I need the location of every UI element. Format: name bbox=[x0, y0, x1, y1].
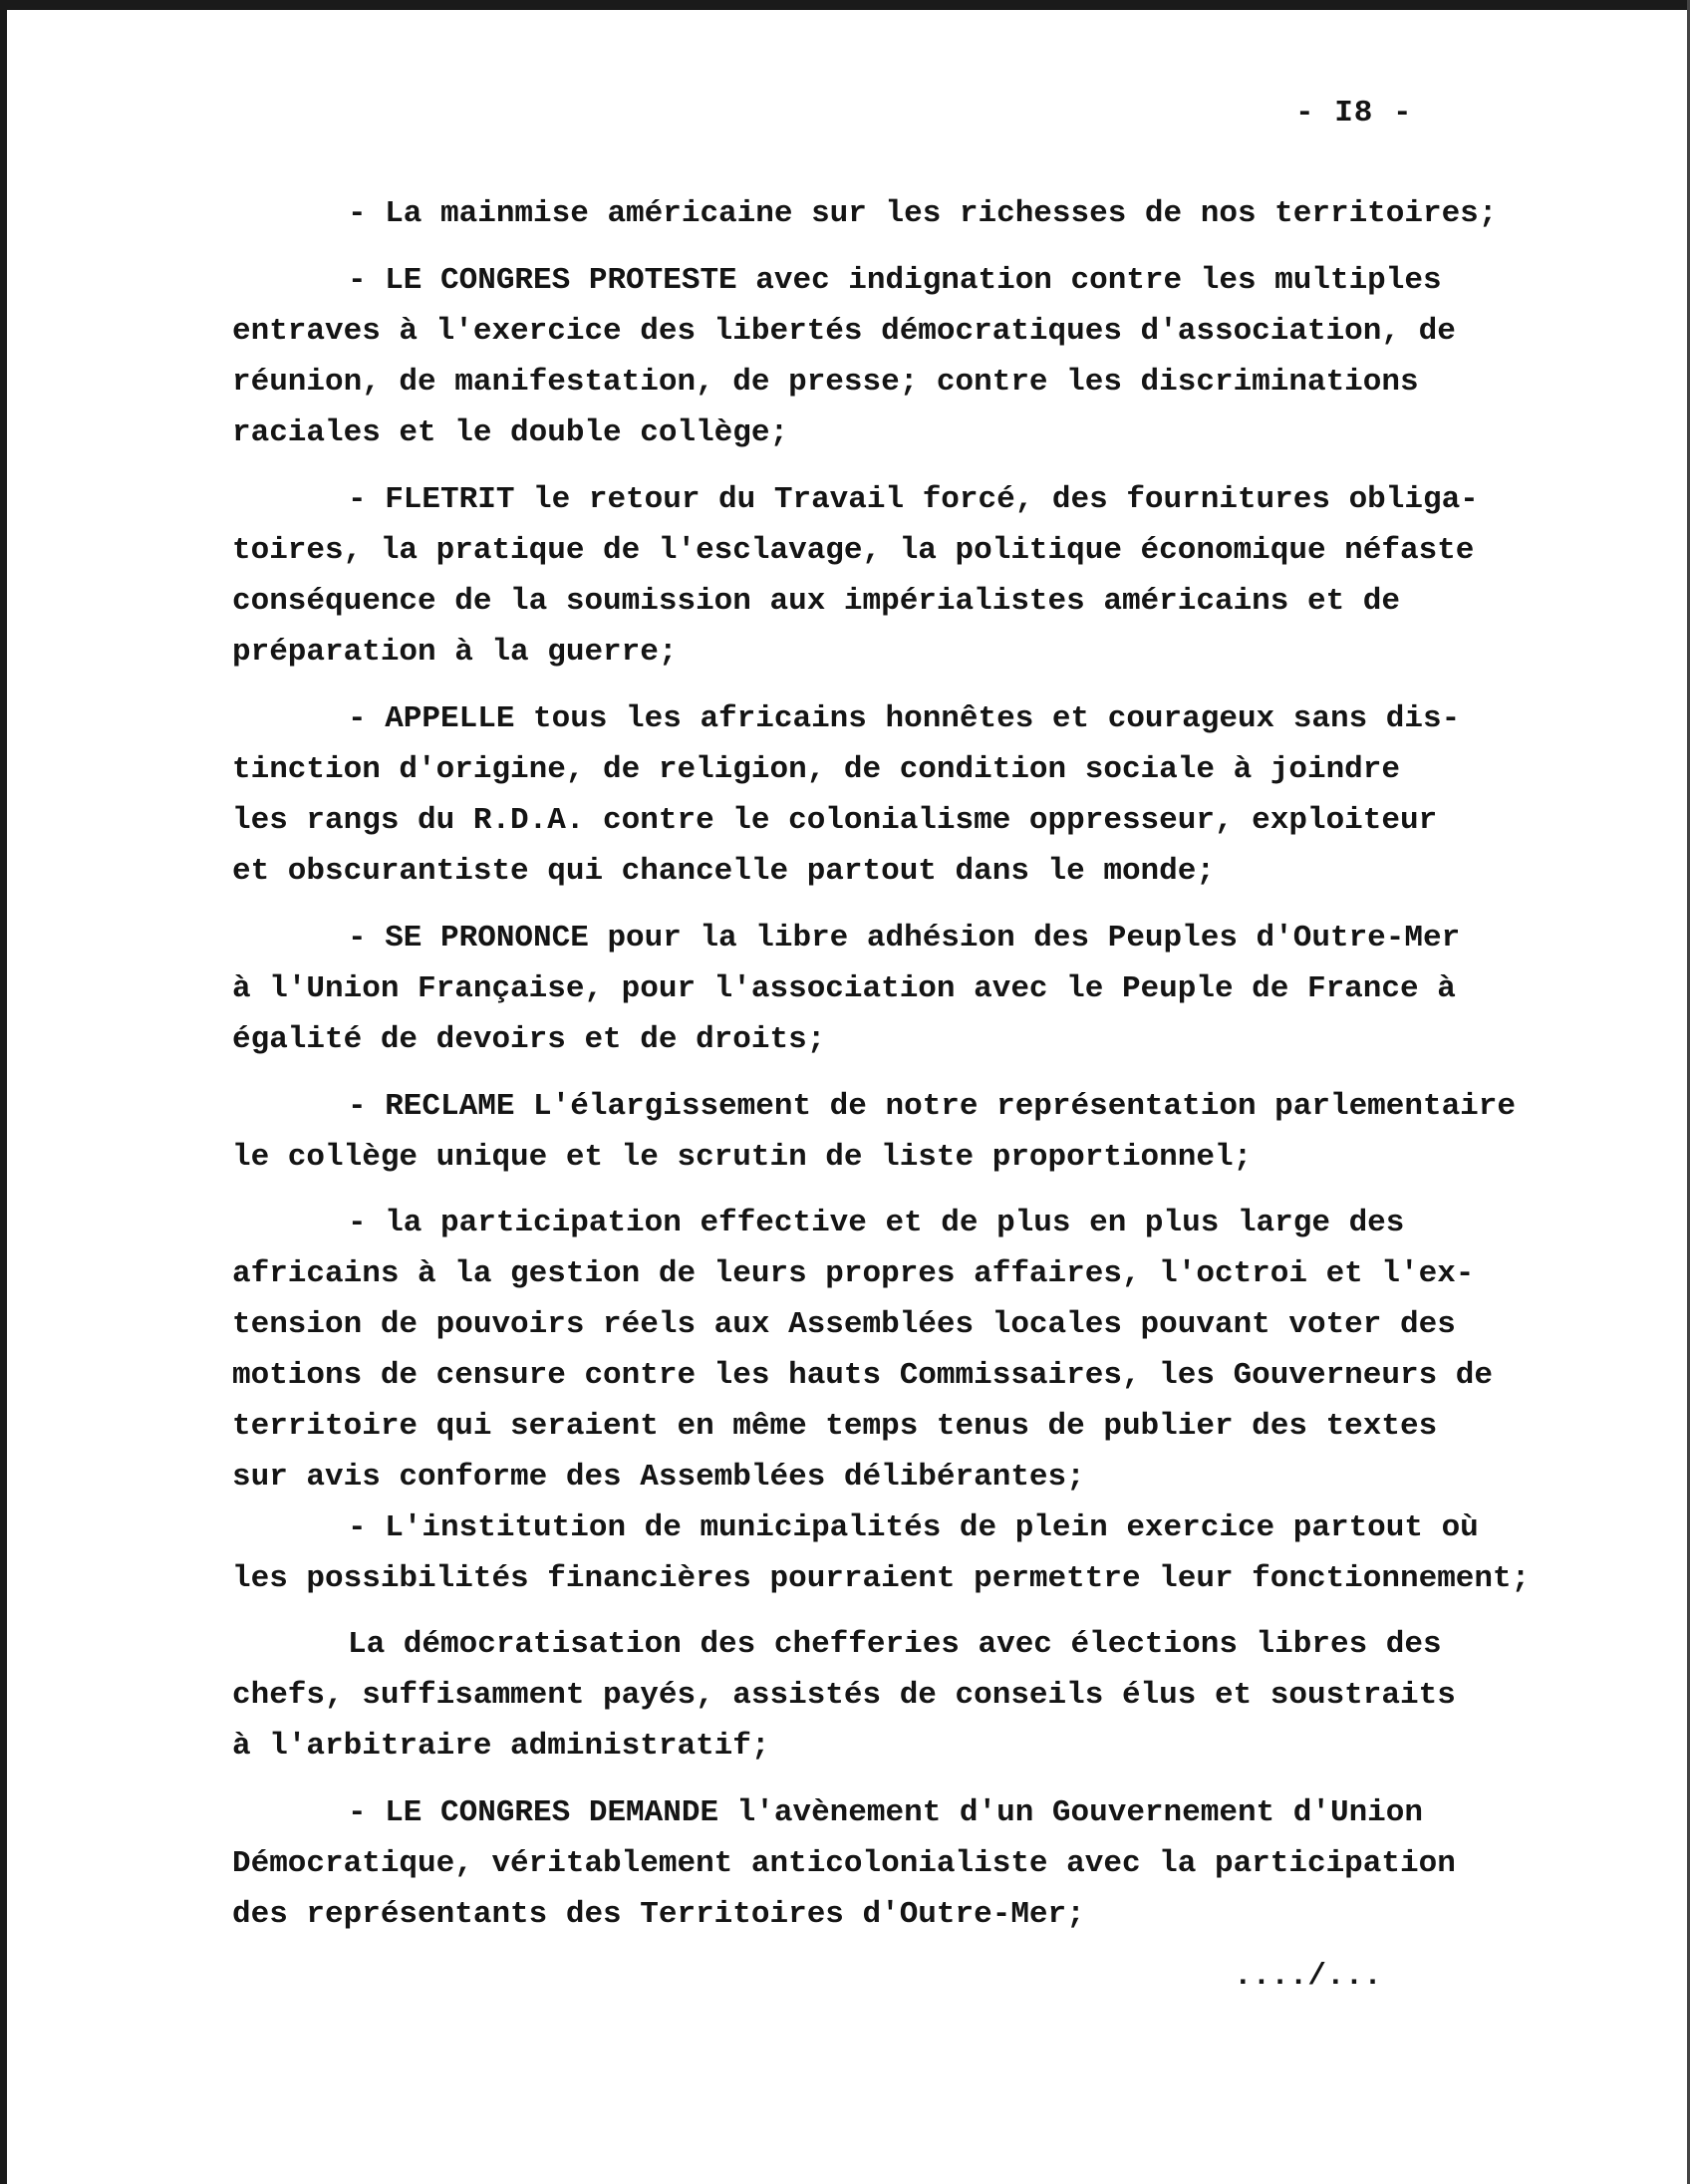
paragraph-5-line-1: - SE PRONONCE pour la libre adhésion des Peuples d'Outre-Mer bbox=[348, 921, 1461, 956]
paragraph-4-line-2: tinction d'origine, de religion, de condition sociale à joindre bbox=[232, 752, 1400, 787]
paragraph-8-line-2: les possibilités financières pourraient permettre leur fonctionnement; bbox=[232, 1561, 1531, 1596]
paragraph-10-line-2: Démocratique, véritablement anticolonialiste avec la participation bbox=[232, 1846, 1456, 1881]
paragraph-7-line-1: - la participation effective et de plus en plus large des bbox=[348, 1206, 1405, 1240]
scan-top-border bbox=[0, 0, 1690, 10]
paragraph-7-line-3: tension de pouvoirs réels aux Assemblées locales pouvant voter des bbox=[232, 1307, 1456, 1342]
paragraph-2-line-4: raciales et le double collège; bbox=[232, 415, 789, 450]
paragraph-4-line-1: - APPELLE tous les africains honnêtes et courageux sans dis- bbox=[348, 701, 1461, 736]
paragraph-6-line-1: - RECLAME L'élargissement de notre représentation parlementaire bbox=[348, 1089, 1516, 1124]
paragraph-9-line-1: La démocratisation des chefferies avec élections libres des bbox=[348, 1627, 1442, 1662]
paragraph-2-line-1: - LE CONGRES PROTESTE avec indignation contre les multiples bbox=[348, 263, 1442, 298]
paragraph-4-line-3: les rangs du R.D.A. contre le colonialisme oppresseur, exploiteur bbox=[232, 803, 1438, 838]
scan-left-border bbox=[0, 0, 7, 2184]
paragraph-7-line-4: motions de censure contre les hauts Commissaires, les Gouverneurs de bbox=[232, 1358, 1494, 1393]
paragraph-3-line-1: - FLETRIT le retour du Travail forcé, des fournitures obliga- bbox=[348, 482, 1479, 517]
paragraph-3-line-4: préparation à la guerre; bbox=[232, 635, 678, 670]
paragraph-10-line-3: des représentants des Territoires d'Outre-Mer; bbox=[232, 1897, 1085, 1932]
paragraph-7-line-6: sur avis conforme des Assemblées délibérantes; bbox=[232, 1460, 1085, 1495]
paragraph-2-line-3: réunion, de manifestation, de presse; contre les discriminations bbox=[232, 365, 1419, 400]
paragraph-7-line-2: africains à la gestion de leurs propres affaires, l'octroi et l'ex- bbox=[232, 1256, 1475, 1291]
continuation-mark: ..../... bbox=[1234, 1959, 1382, 1994]
paragraph-8-line-1: - L'institution de municipalités de plein exercice partout où bbox=[348, 1510, 1479, 1545]
paragraph-4-line-4: et obscurantiste qui chancelle partout dans le monde; bbox=[232, 854, 1215, 889]
paragraph-9-line-2: chefs, suffisamment payés, assistés de conseils élus et soustraits bbox=[232, 1678, 1456, 1713]
paragraph-3-line-3: conséquence de la soumission aux impérialistes américains et de bbox=[232, 584, 1400, 619]
paragraph-1-line-1: - La mainmise américaine sur les richesses de nos territoires; bbox=[348, 196, 1498, 231]
paragraph-5-line-3: égalité de devoirs et de droits; bbox=[232, 1022, 826, 1057]
paragraph-2-line-2: entraves à l'exercice des libertés démocratiques d'association, de bbox=[232, 314, 1456, 349]
page-number: - I8 - bbox=[1295, 96, 1413, 131]
paragraph-7-line-5: territoire qui seraient en même temps tenus de publier des textes bbox=[232, 1409, 1438, 1444]
paragraph-9-line-3: à l'arbitraire administratif; bbox=[232, 1729, 770, 1764]
paragraph-10-line-1: - LE CONGRES DEMANDE l'avènement d'un Gouvernement d'Union bbox=[348, 1795, 1423, 1830]
paragraph-3-line-2: toires, la pratique de l'esclavage, la politique économique néfaste bbox=[232, 533, 1475, 568]
paragraph-5-line-2: à l'Union Française, pour l'association avec le Peuple de France à bbox=[232, 971, 1456, 1006]
paragraph-6-line-2: le collège unique et le scrutin de liste proportionnel; bbox=[232, 1140, 1253, 1175]
